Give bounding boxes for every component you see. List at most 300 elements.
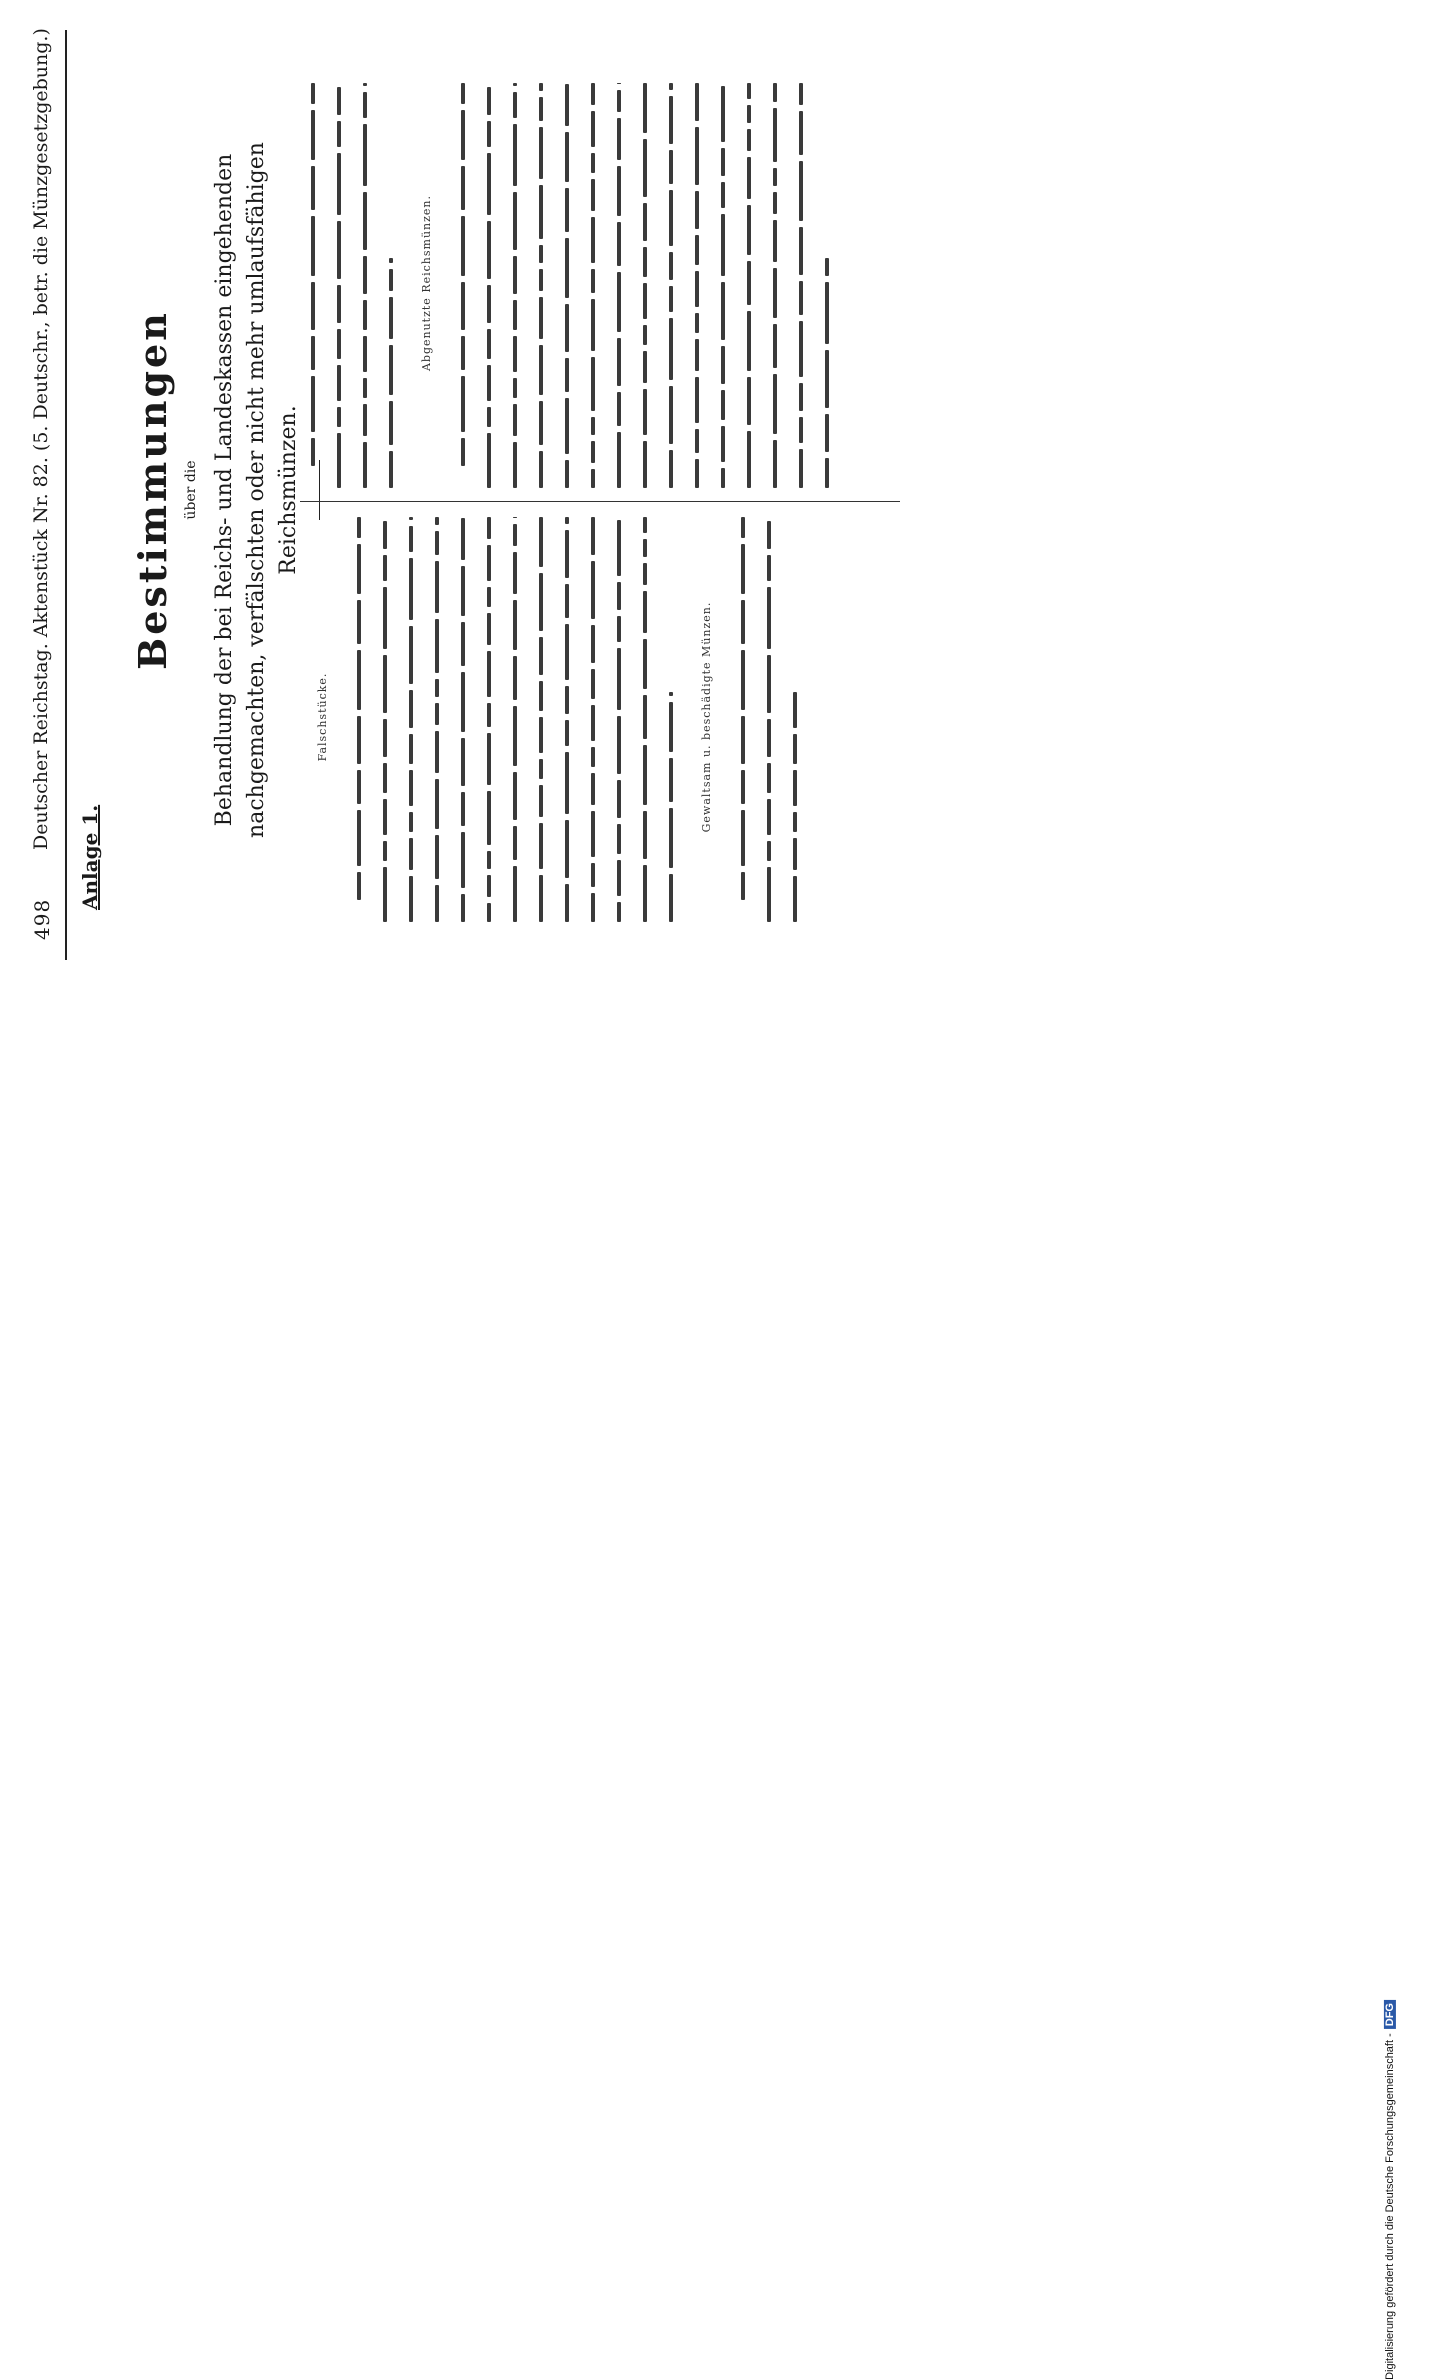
illegible-word	[311, 376, 315, 432]
illegible-word	[695, 459, 699, 488]
illegible-word	[409, 812, 413, 832]
illegible-word	[767, 521, 771, 549]
illegible-word	[565, 820, 569, 878]
illegible-word	[337, 433, 341, 488]
illegible-word	[669, 702, 673, 752]
illegible-word	[461, 110, 465, 160]
running-head: Deutscher Reichstag. Aktenstück Nr. 82. (5. Deutschr., betr. die Münzgesetzgebung.)	[30, 28, 52, 850]
illegible-word	[643, 325, 647, 345]
text-line	[658, 512, 684, 922]
illegible-word	[643, 247, 647, 277]
illegible-word	[591, 747, 595, 767]
text-line	[346, 512, 372, 922]
illegible-word	[487, 703, 491, 727]
illegible-word	[695, 429, 699, 453]
illegible-word	[487, 285, 491, 323]
illegible-word	[435, 531, 439, 555]
illegible-word	[539, 97, 543, 121]
illegible-word	[773, 83, 777, 102]
illegible-word	[799, 383, 803, 411]
illegible-word	[617, 90, 621, 112]
illegible-word	[539, 245, 543, 263]
illegible-word	[513, 300, 517, 330]
illegible-word	[767, 555, 771, 581]
illegible-word	[487, 153, 491, 215]
illegible-word	[721, 182, 725, 208]
illegible-word	[337, 329, 341, 359]
text-line	[372, 512, 398, 922]
illegible-word	[565, 884, 569, 922]
title-connector: über die	[183, 460, 199, 520]
text-line	[684, 78, 710, 488]
illegible-word	[487, 851, 491, 869]
sidenote-abgenutzte-muenzen: Abgenutzte Reichsmünzen.	[420, 194, 433, 372]
illegible-word	[461, 336, 465, 370]
illegible-word	[741, 544, 745, 594]
illegible-word	[669, 318, 673, 380]
illegible-word	[337, 365, 341, 401]
illegible-word	[513, 772, 517, 820]
illegible-word	[389, 258, 393, 263]
illegible-word	[311, 336, 315, 370]
text-line	[788, 78, 814, 488]
illegible-word	[513, 517, 517, 518]
illegible-word	[565, 624, 569, 680]
rotated-page-content	[0, 0, 1390, 1000]
illegible-word	[383, 555, 387, 581]
illegible-word	[539, 875, 543, 922]
illegible-word	[539, 823, 543, 869]
illegible-word	[311, 83, 315, 104]
illegible-word	[357, 716, 361, 764]
illegible-word	[695, 271, 699, 307]
illegible-word	[643, 695, 647, 739]
illegible-word	[409, 626, 413, 684]
illegible-word	[461, 738, 465, 786]
illegible-word	[513, 256, 517, 294]
illegible-word	[363, 442, 367, 488]
illegible-word	[487, 733, 491, 785]
illegible-word	[695, 191, 699, 229]
illegible-word	[799, 449, 803, 488]
illegible-word	[337, 121, 341, 147]
illegible-word	[337, 407, 341, 427]
illegible-word	[311, 282, 315, 330]
dfg-logo: DFG	[1384, 2000, 1396, 2029]
illegible-word	[435, 731, 439, 773]
illegible-word	[539, 573, 543, 631]
illegible-word	[409, 558, 413, 620]
illegible-word	[643, 811, 647, 859]
illegible-word	[565, 304, 569, 352]
illegible-word	[487, 433, 491, 488]
illegible-word	[721, 86, 725, 142]
illegible-word	[435, 561, 439, 613]
illegible-word	[793, 838, 797, 870]
illegible-word	[487, 613, 491, 645]
illegible-word	[799, 227, 803, 275]
illegible-word	[513, 826, 517, 860]
illegible-word	[487, 365, 491, 401]
illegible-word	[591, 669, 595, 699]
illegible-word	[617, 338, 621, 386]
illegible-word	[565, 517, 569, 524]
illegible-word	[513, 442, 517, 488]
illegible-word	[487, 587, 491, 607]
illegible-word	[669, 758, 673, 802]
illegible-word	[773, 324, 777, 368]
illegible-word	[565, 84, 569, 126]
illegible-word	[591, 441, 595, 463]
illegible-word	[591, 469, 595, 488]
illegible-word	[741, 650, 745, 710]
illegible-word	[747, 157, 751, 199]
illegible-word	[643, 389, 647, 435]
illegible-word	[461, 438, 465, 466]
illegible-word	[539, 717, 543, 753]
illegible-word	[435, 885, 439, 922]
illegible-word	[461, 518, 465, 560]
illegible-word	[487, 221, 491, 279]
illegible-word	[591, 811, 595, 857]
illegible-word	[799, 281, 803, 315]
illegible-word	[793, 770, 797, 806]
illegible-word	[617, 432, 621, 488]
illegible-word	[337, 285, 341, 323]
illegible-word	[363, 256, 367, 294]
illegible-word	[591, 153, 595, 173]
text-line	[762, 78, 788, 488]
illegible-word	[747, 105, 751, 123]
illegible-word	[669, 190, 673, 246]
left-text-block-2	[730, 512, 808, 922]
illegible-word	[461, 792, 465, 826]
illegible-word	[487, 329, 491, 359]
illegible-word	[409, 690, 413, 728]
illegible-word	[721, 426, 725, 462]
illegible-word	[363, 124, 367, 186]
illegible-word	[461, 622, 465, 666]
illegible-word	[513, 192, 517, 250]
illegible-word	[565, 238, 569, 298]
illegible-word	[669, 252, 673, 280]
illegible-word	[643, 591, 647, 633]
illegible-word	[773, 268, 777, 318]
illegible-word	[383, 521, 387, 549]
right-text-block-1	[300, 78, 404, 488]
illegible-word	[773, 374, 777, 434]
illegible-word	[643, 139, 647, 197]
illegible-word	[793, 734, 797, 764]
illegible-word	[669, 386, 673, 444]
illegible-word	[357, 544, 361, 594]
illegible-word	[311, 216, 315, 276]
text-line	[632, 78, 658, 488]
illegible-word	[409, 526, 413, 552]
illegible-word	[383, 587, 387, 649]
text-line	[378, 78, 404, 488]
illegible-word	[513, 552, 517, 594]
illegible-word	[513, 600, 517, 650]
text-line	[730, 512, 756, 922]
text-line	[352, 78, 378, 488]
illegible-word	[389, 269, 393, 291]
illegible-word	[383, 719, 387, 757]
illegible-word	[513, 656, 517, 700]
illegible-word	[669, 692, 673, 696]
illegible-word	[539, 269, 543, 291]
text-line	[580, 512, 606, 922]
illegible-word	[539, 759, 543, 779]
illegible-word	[617, 616, 621, 642]
illegible-word	[767, 799, 771, 835]
illegible-word	[747, 431, 751, 488]
illegible-word	[539, 451, 543, 488]
illegible-word	[793, 692, 797, 728]
illegible-word	[825, 458, 829, 488]
text-line	[528, 78, 554, 488]
illegible-word	[793, 812, 797, 832]
illegible-word	[409, 876, 413, 922]
text-line	[606, 78, 632, 488]
illegible-word	[565, 584, 569, 618]
illegible-word	[591, 111, 595, 147]
illegible-word	[565, 358, 569, 392]
illegible-word	[617, 824, 621, 854]
illegible-word	[617, 582, 621, 610]
illegible-word	[539, 401, 543, 445]
illegible-word	[591, 625, 595, 663]
illegible-word	[721, 468, 725, 488]
illegible-word	[591, 705, 595, 741]
illegible-word	[357, 517, 361, 538]
illegible-word	[695, 83, 699, 121]
illegible-word	[741, 716, 745, 764]
illegible-word	[513, 524, 517, 546]
page-header	[30, 0, 60, 1000]
illegible-word	[363, 404, 367, 436]
illegible-word	[337, 221, 341, 279]
illegible-word	[383, 763, 387, 793]
illegible-word	[591, 561, 595, 619]
illegible-word	[383, 655, 387, 713]
illegible-word	[565, 460, 569, 488]
illegible-word	[357, 770, 361, 804]
text-line	[450, 512, 476, 922]
header-rule	[65, 30, 67, 960]
illegible-word	[721, 346, 725, 384]
illegible-word	[591, 417, 595, 435]
illegible-word	[539, 185, 543, 239]
illegible-word	[311, 438, 315, 466]
right-text-block-2	[450, 78, 840, 488]
text-line	[554, 78, 580, 488]
illegible-word	[617, 860, 621, 896]
illegible-word	[695, 313, 699, 333]
digitization-margin-note	[1384, 1000, 1424, 2380]
illegible-word	[311, 166, 315, 210]
illegible-word	[591, 299, 595, 351]
illegible-word	[591, 83, 595, 105]
illegible-word	[643, 203, 647, 241]
illegible-word	[767, 655, 771, 713]
illegible-word	[747, 205, 751, 255]
illegible-word	[383, 867, 387, 922]
text-line	[606, 512, 632, 922]
text-line	[398, 512, 424, 922]
illegible-word	[617, 118, 621, 160]
illegible-word	[643, 283, 647, 319]
illegible-word	[643, 441, 647, 488]
illegible-word	[767, 587, 771, 649]
text-line	[658, 78, 684, 488]
illegible-word	[389, 345, 393, 395]
illegible-word	[435, 779, 439, 829]
illegible-word	[695, 235, 699, 265]
illegible-word	[487, 407, 491, 427]
illegible-word	[565, 188, 569, 232]
illegible-word	[591, 357, 595, 411]
illegible-word	[773, 108, 777, 162]
illegible-word	[539, 83, 543, 91]
illegible-word	[617, 83, 621, 84]
illegible-word	[461, 282, 465, 330]
illegible-word	[747, 129, 751, 151]
illegible-word	[513, 866, 517, 922]
text-line	[814, 78, 840, 488]
text-line	[782, 512, 808, 922]
illegible-word	[799, 321, 803, 377]
illegible-word	[435, 703, 439, 725]
illegible-word	[357, 650, 361, 710]
illegible-word	[487, 651, 491, 697]
illegible-word	[747, 83, 751, 99]
text-line	[580, 78, 606, 488]
text-line	[424, 512, 450, 922]
illegible-word	[591, 217, 595, 263]
page-number: 498	[30, 898, 54, 940]
sidenote-falschstuecke: Falschstücke.	[316, 672, 329, 762]
illegible-word	[741, 872, 745, 900]
digitization-credit-text: Digitalisierung gefördert durch die Deutsche Forschungsgemeinschaft -	[1384, 2033, 1396, 2380]
illegible-word	[513, 378, 517, 398]
illegible-word	[513, 706, 517, 766]
illegible-word	[513, 404, 517, 436]
illegible-word	[591, 863, 595, 887]
illegible-word	[799, 417, 803, 443]
illegible-word	[487, 87, 491, 115]
illegible-word	[767, 841, 771, 861]
illegible-word	[643, 351, 647, 383]
illegible-word	[409, 517, 413, 520]
illegible-word	[513, 83, 517, 86]
illegible-word	[669, 450, 673, 488]
illegible-word	[539, 345, 543, 395]
illegible-word	[461, 672, 465, 732]
illegible-word	[669, 286, 673, 312]
illegible-word	[643, 563, 647, 585]
illegible-word	[643, 865, 647, 922]
illegible-word	[773, 440, 777, 488]
text-line	[756, 512, 782, 922]
illegible-word	[591, 269, 595, 293]
illegible-word	[513, 336, 517, 372]
illegible-word	[565, 752, 569, 814]
illegible-word	[617, 392, 621, 426]
illegible-word	[513, 92, 517, 118]
illegible-word	[643, 517, 647, 533]
illegible-word	[363, 378, 367, 398]
illegible-word	[767, 719, 771, 757]
illegible-word	[383, 841, 387, 861]
illegible-word	[747, 311, 751, 371]
illegible-word	[643, 639, 647, 689]
illegible-word	[539, 637, 543, 675]
illegible-word	[389, 451, 393, 488]
illegible-word	[461, 894, 465, 922]
illegible-word	[773, 192, 777, 214]
illegible-word	[565, 720, 569, 746]
document-subtitle: Behandlung der bei Reichs- und Landeskassen eingehenden nachgemachten, verfälschten oder nicht mehr umlaufsfähigen Reichsmünzen.	[212, 142, 301, 838]
illegible-word	[487, 545, 491, 581]
illegible-word	[741, 770, 745, 804]
illegible-word	[389, 297, 393, 339]
illegible-word	[617, 222, 621, 266]
text-line	[450, 78, 476, 488]
annex-label: Anlage 1.	[78, 804, 102, 910]
illegible-word	[591, 517, 595, 555]
illegible-word	[617, 272, 621, 332]
illegible-word	[617, 902, 621, 922]
text-line	[300, 78, 326, 488]
illegible-word	[721, 148, 725, 176]
illegible-word	[357, 810, 361, 866]
illegible-word	[721, 214, 725, 276]
illegible-word	[565, 686, 569, 714]
illegible-word	[539, 785, 543, 817]
illegible-word	[799, 111, 803, 155]
illegible-word	[363, 83, 367, 86]
illegible-word	[695, 339, 699, 371]
illegible-word	[669, 96, 673, 144]
illegible-word	[565, 530, 569, 578]
text-line	[528, 512, 554, 922]
illegible-word	[539, 517, 543, 567]
text-line	[710, 78, 736, 488]
illegible-word	[487, 875, 491, 897]
digitization-credit	[1384, 2000, 1396, 2380]
illegible-word	[461, 216, 465, 276]
illegible-word	[721, 390, 725, 420]
illegible-word	[669, 808, 673, 868]
illegible-word	[825, 414, 829, 452]
illegible-word	[695, 377, 699, 423]
illegible-word	[669, 83, 673, 90]
illegible-word	[539, 297, 543, 339]
illegible-word	[363, 92, 367, 118]
illegible-word	[383, 799, 387, 835]
text-line	[632, 512, 658, 922]
illegible-word	[461, 166, 465, 210]
illegible-word	[565, 398, 569, 454]
illegible-word	[741, 810, 745, 866]
illegible-word	[643, 745, 647, 805]
illegible-word	[643, 539, 647, 557]
illegible-word	[825, 258, 829, 276]
illegible-word	[409, 734, 413, 764]
illegible-word	[799, 161, 803, 221]
right-column	[300, 78, 840, 488]
